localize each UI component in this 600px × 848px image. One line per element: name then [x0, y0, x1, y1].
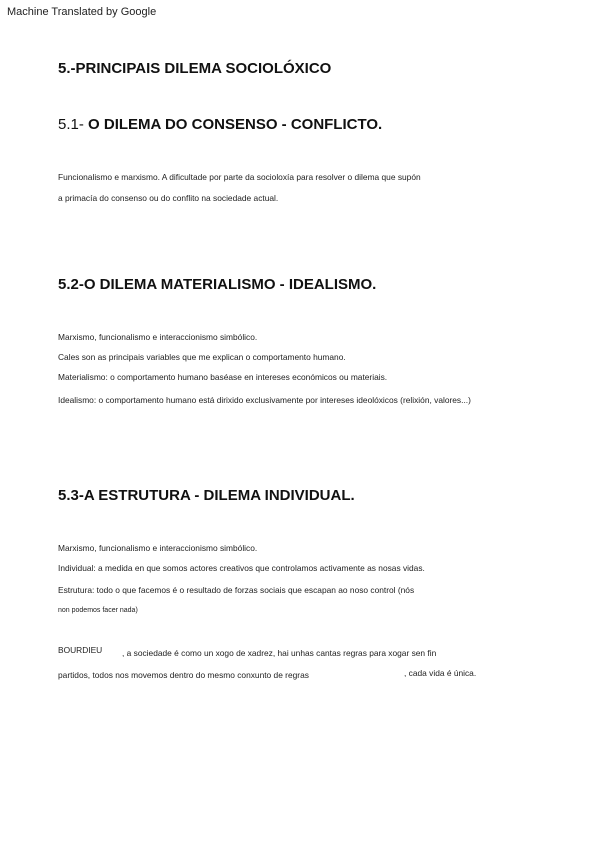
section-5-1-title: O DILEMA DO CONSENSO - CONFLICTO. [88, 116, 383, 133]
section-5-1-line-2: a primacía do consenso ou do conflito na sociedade actual. [58, 193, 279, 203]
section-5-3-line-2: Individual: a medida en que somos actores creativos que controlamos activamente as nosas vidas. [58, 563, 425, 573]
section-5-2-heading: 5.2-O DILEMA MATERIALISMO - IDEALISMO. [58, 276, 377, 293]
section-5-2-line-2: Cales son as principais variables que me explican o comportamento humano. [58, 352, 346, 362]
section-5-2-line-1: Marxismo, funcionalismo e interaccionismo simbólico. [58, 332, 258, 342]
bourdieu-name: BOURDIEU [58, 645, 103, 655]
machine-translated-banner: Machine Translated by Google [7, 6, 157, 18]
section-5-2-line-3: Materialismo: o comportamento humano baséase en intereses económicos ou materiais. [58, 372, 388, 382]
section-5-2-line-4: Idealismo: o comportamento humano está dirixido exclusivamente por intereses ideolóxicos (relixión, valores...) [58, 395, 471, 405]
bourdieu-text-2: partidos, todos nos movemos dentro do mesmo conxunto de regras [58, 670, 309, 680]
section-5-3-line-3: Estrutura: todo o que facemos é o resultado de forzas sociais que escapan ao noso control (nós [58, 585, 415, 595]
section-5-1-heading [58, 116, 382, 133]
section-5-1-number: 5.1- [58, 116, 84, 133]
bourdieu-text-1: , a sociedade é como un xogo de xadrez, hai unhas cantas regras para xogar sen fin [122, 648, 437, 658]
section-5-3-line-4: non podemos facer nada) [58, 607, 138, 614]
section-5-3-line-1: Marxismo, funcionalismo e interaccionismo simbólico. [58, 543, 258, 553]
bourdieu-text-3: , cada vida é única. [404, 668, 477, 678]
page-title: 5.-PRINCIPAIS DILEMA SOCIOLÓXICO [58, 60, 332, 77]
section-5-3-heading: 5.3-A ESTRUTURA - DILEMA INDIVIDUAL. [58, 487, 355, 504]
section-5-1-line-1: Funcionalismo e marxismo. A dificultade por parte da socioloxía para resolver o dilema que supón [58, 172, 421, 182]
